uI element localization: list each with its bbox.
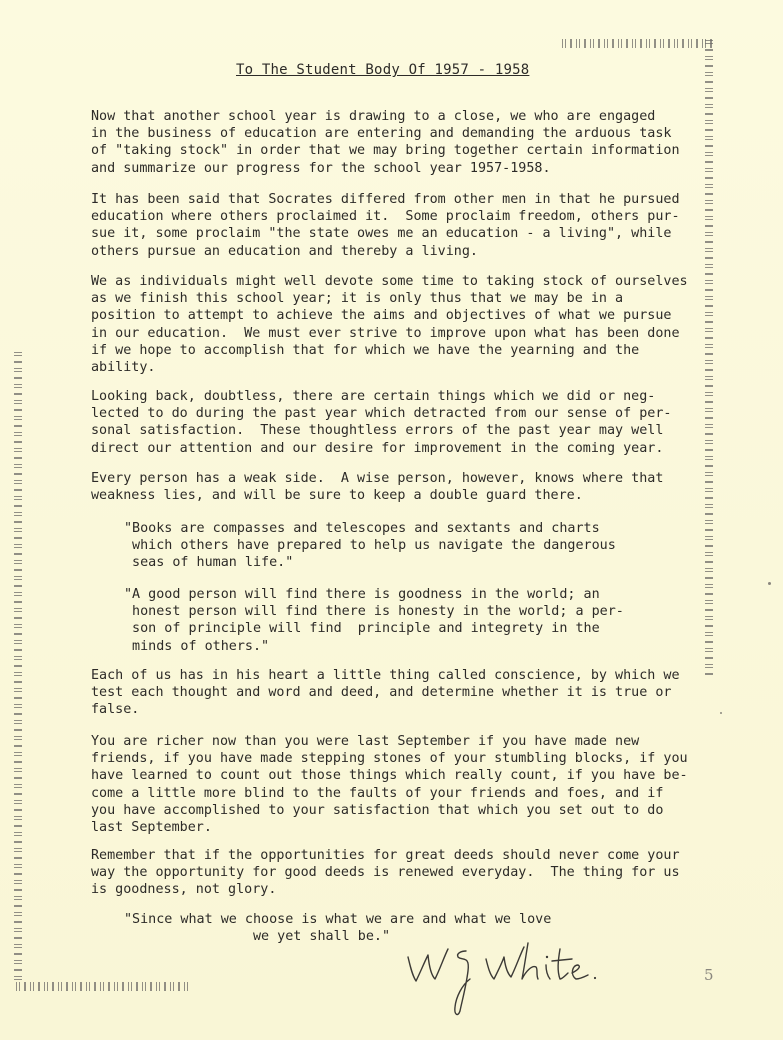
top-perforation-edge xyxy=(562,39,712,48)
page-number: 5 xyxy=(704,966,714,984)
bottom-perforation-edge xyxy=(16,982,188,991)
paper-speck xyxy=(720,712,722,714)
paragraph-richer: You are richer now than you were last September if you have made new friends, if you have made stepping stones of your stumbling blocks, if you have learned to count out those things which really count, if you have be- come a little more blind to the faults of your friends and foes, and if you have accomplished to your satisfaction that which you set out to do last September. xyxy=(91,734,688,836)
paragraph-individuals: We as individuals might well devote some time to taking stock of ourselves as we finish this school year; it is only thus that we may be in a position to attempt to achieve the aims and objectives of what we pursue in our education. We must ever strive to improve upon what has been done if we hope to accomplish that for which we have the yearning and the ability. xyxy=(91,274,688,376)
left-perforation-edge xyxy=(14,352,22,980)
quote-since-what: "Since what we choose is what we are and what we love we yet shall be." xyxy=(124,912,552,945)
quote-books: "Books are compasses and telescopes and sextants and charts which others have prepared to help us navigate the dangerous seas of human life." xyxy=(124,521,616,571)
paragraph-looking-back: Looking back, doubtless, there are certain things which we did or neg- lected to do during the past year which detracted from our sense of per- sonal satisfaction. These thoughtless errors of the past year may well direct our attention and our desire for improvement in the coming year. xyxy=(91,389,672,456)
paragraph-socrates: It has been said that Socrates differed from other men in that he pursued education where others proclaimed it. Some proclaim freedom, others pur- sue it, some proclaim "the state owes me an education - a living", while others pursue an education and thereby a living. xyxy=(91,192,680,259)
paragraph-weak-side: Every person has a weak side. A wise person, however, knows where that weakness lies, and will be sure to keep a double guard there. xyxy=(91,471,664,504)
paper-speck xyxy=(768,582,771,585)
letter-title: To The Student Body Of 1957 - 1958 xyxy=(236,62,530,78)
paragraph-conscience: Each of us has in his heart a little thing called conscience, by which we test each thought and word and deed, and determine whether it is true or false. xyxy=(91,668,680,718)
paragraph-taking-stock: Now that another school year is drawing to a close, we who are engaged in the business of education are entering and demanding the arduous task of "taking stock" in order that we may bring together certain information and summarize our progress for the school year 1957-1958. xyxy=(91,109,680,176)
paragraph-remember: Remember that if the opportunities for great deeds should never come your way the opportunity for good deeds is renewed everyday. The thing for us is goodness, not glory. xyxy=(91,848,680,898)
right-perforation-edge xyxy=(705,40,713,680)
quote-good-person: "A good person will find there is goodness in the world; an honest person will find there is honesty in the world; a per- son of principle will find principle and integrety in the minds of others." xyxy=(124,587,624,654)
signature xyxy=(400,935,610,1020)
